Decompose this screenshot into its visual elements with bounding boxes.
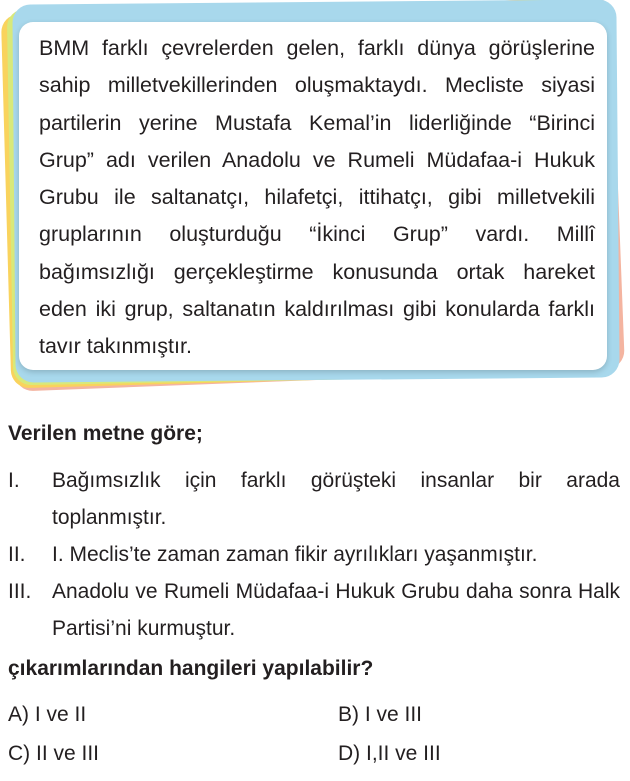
statement-number: I.	[8, 469, 20, 492]
question-stem: Verilen metne göre;	[8, 422, 203, 445]
question-ask: çıkarımlarından hangileri yapılabilir?	[8, 657, 374, 680]
option-b[interactable]: B) I ve III	[338, 703, 423, 726]
statement-number: II.	[8, 543, 26, 566]
statement-text: Bağımsızlık için farklı görüşteki insanlar bir arada toplanmıştır.	[52, 469, 620, 529]
option-c[interactable]: C) II ve III	[8, 742, 100, 765]
statement-text: Anadolu ve Rumeli Müdafaa-i Hukuk Grubu daha sonra Halk Partisi’ni kurmuştur.	[52, 580, 620, 640]
passage-card	[19, 22, 607, 370]
statement-number: III.	[8, 580, 32, 603]
option-d[interactable]: D) I,II ve III	[338, 742, 441, 765]
option-a[interactable]: A) I ve II	[8, 703, 87, 726]
statement-text: I. Meclis’te zaman zaman fikir ayrılıkları yaşanmıştır.	[52, 543, 538, 566]
passage-text: BMM farklı çevrelerden gelen, farklı dünya görüşlerine sahip milletvekillerinden oluşmaktaydı. Mecliste siyasi partilerin yerine Mustafa Kemal’in liderliğinde “Birinci Grup” adı verilen Anadolu ve Rumeli Müdafaa-i Hukuk Grubu ile saltanatçı, hilafetçi, ittihatçı, gibi milletvekili gruplarının oluşturduğu “İkinci Grup” vardı. Millî bağımsızlığı gerçekleştirme konusunda ortak hareket eden iki grup, saltanatın kaldırılması gibi konularda farklı tavır takınmıştır.	[39, 36, 595, 359]
